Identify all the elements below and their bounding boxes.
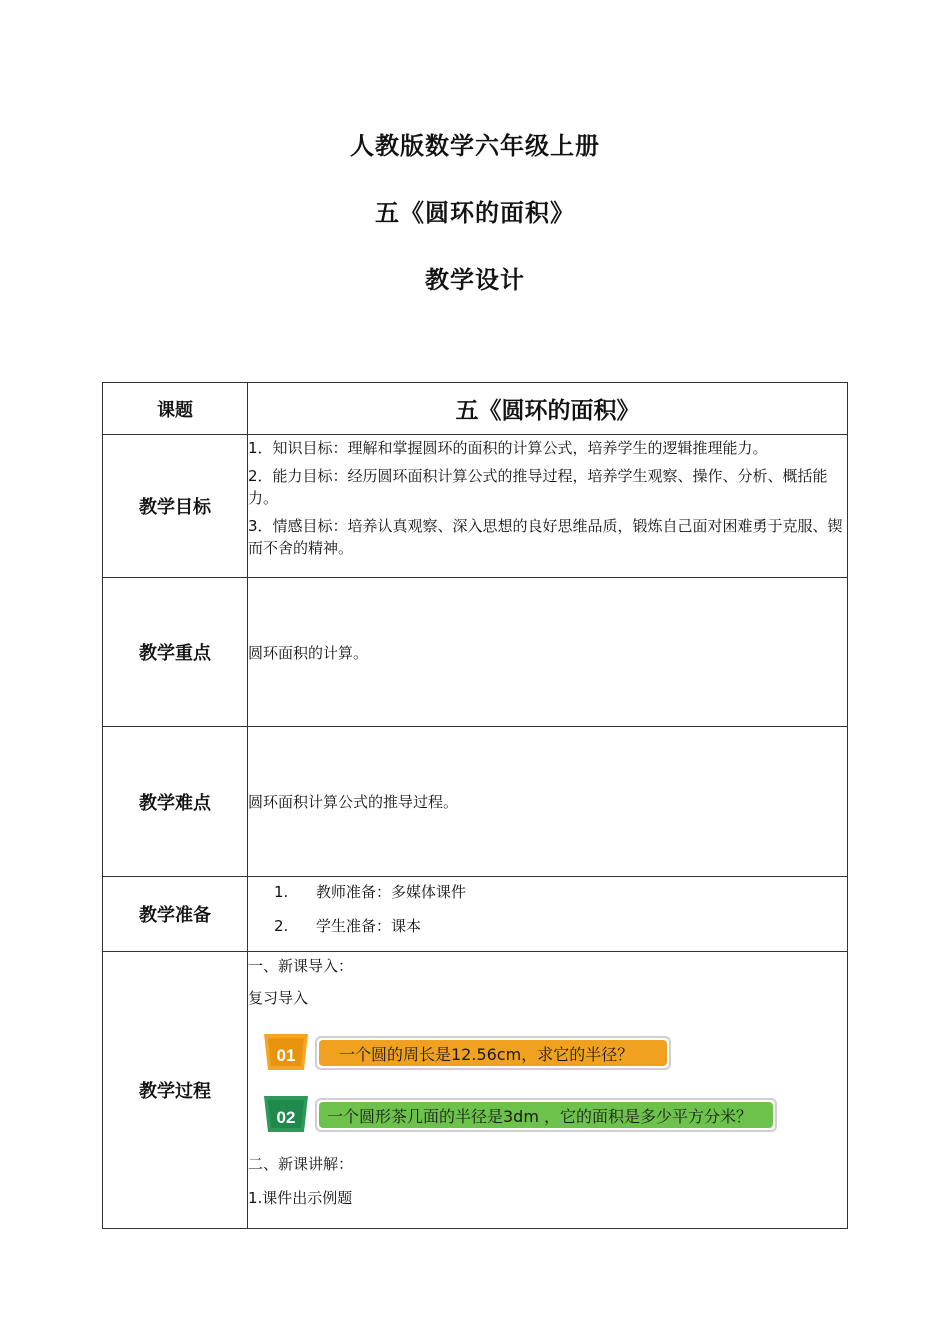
process-subheading: 复习导入	[248, 989, 309, 1007]
objective-item: 2．能力目标：经历圆环面积计算公式的推导过程，培养学生观察、操作、分析、概括能力。	[248, 467, 828, 507]
preparation-item-text: 学生准备：课本	[316, 917, 422, 935]
topic-label: 课题	[103, 383, 248, 435]
question-box	[315, 1098, 777, 1132]
question-badge-number: 01	[276, 1046, 296, 1065]
objective-item: 1．知识目标：理解和掌握圆环的面积的计算公式，培养学生的逻辑推理能力。	[248, 439, 768, 457]
process-subheading: 1.课件出示例题	[248, 1189, 353, 1207]
preparation-item-number: 2.	[274, 917, 289, 935]
process-label: 教学过程	[103, 952, 248, 1229]
preparation-item-text: 教师准备：多媒体课件	[316, 883, 467, 901]
difficulty-value: 圆环面积计算公式的推导过程。	[248, 727, 848, 877]
orange-number-badge-icon	[264, 1034, 308, 1070]
objectives-content	[248, 435, 848, 578]
topic-value: 五《圆环的面积》	[248, 383, 848, 435]
preparation-item-number: 1.	[274, 883, 289, 901]
key-point-label: 教学重点	[103, 578, 248, 727]
process-content	[248, 952, 848, 1229]
review-question	[248, 1096, 847, 1140]
objectives-label: 教学目标	[103, 435, 248, 578]
doc-title-line1: 人教版数学六年级上册	[350, 132, 600, 160]
question-box	[315, 1036, 671, 1070]
question-text: 一个圆形茶几面的半径是3dm ，它的面积是多少平方分米？	[319, 1102, 773, 1128]
question-badge-number: 02	[276, 1108, 296, 1127]
green-number-badge-icon	[264, 1096, 308, 1132]
preparation-item	[248, 915, 847, 937]
doc-title-line2: 五《圆环的面积》	[375, 199, 575, 227]
preparation-item	[248, 881, 847, 903]
preparation-content	[248, 877, 848, 952]
difficulty-label: 教学难点	[103, 727, 248, 877]
doc-title-line3: 教学设计	[425, 266, 525, 294]
lesson-plan-table	[102, 382, 848, 1229]
preparation-label: 教学准备	[103, 877, 248, 952]
process-section-heading: 二、新课讲解：	[248, 1155, 354, 1173]
review-question	[248, 1034, 847, 1078]
process-section-heading: 一、新课导入：	[248, 957, 354, 975]
key-point-value: 圆环面积的计算。	[248, 578, 848, 727]
question-text: 一个圆的周长是12.56cm，求它的半径？	[319, 1040, 667, 1066]
objective-item: 3．情感目标：培养认真观察、深入思想的良好思维品质，锻炼自己面对困难勇于克服、锲而不舍的精神。	[248, 517, 843, 557]
